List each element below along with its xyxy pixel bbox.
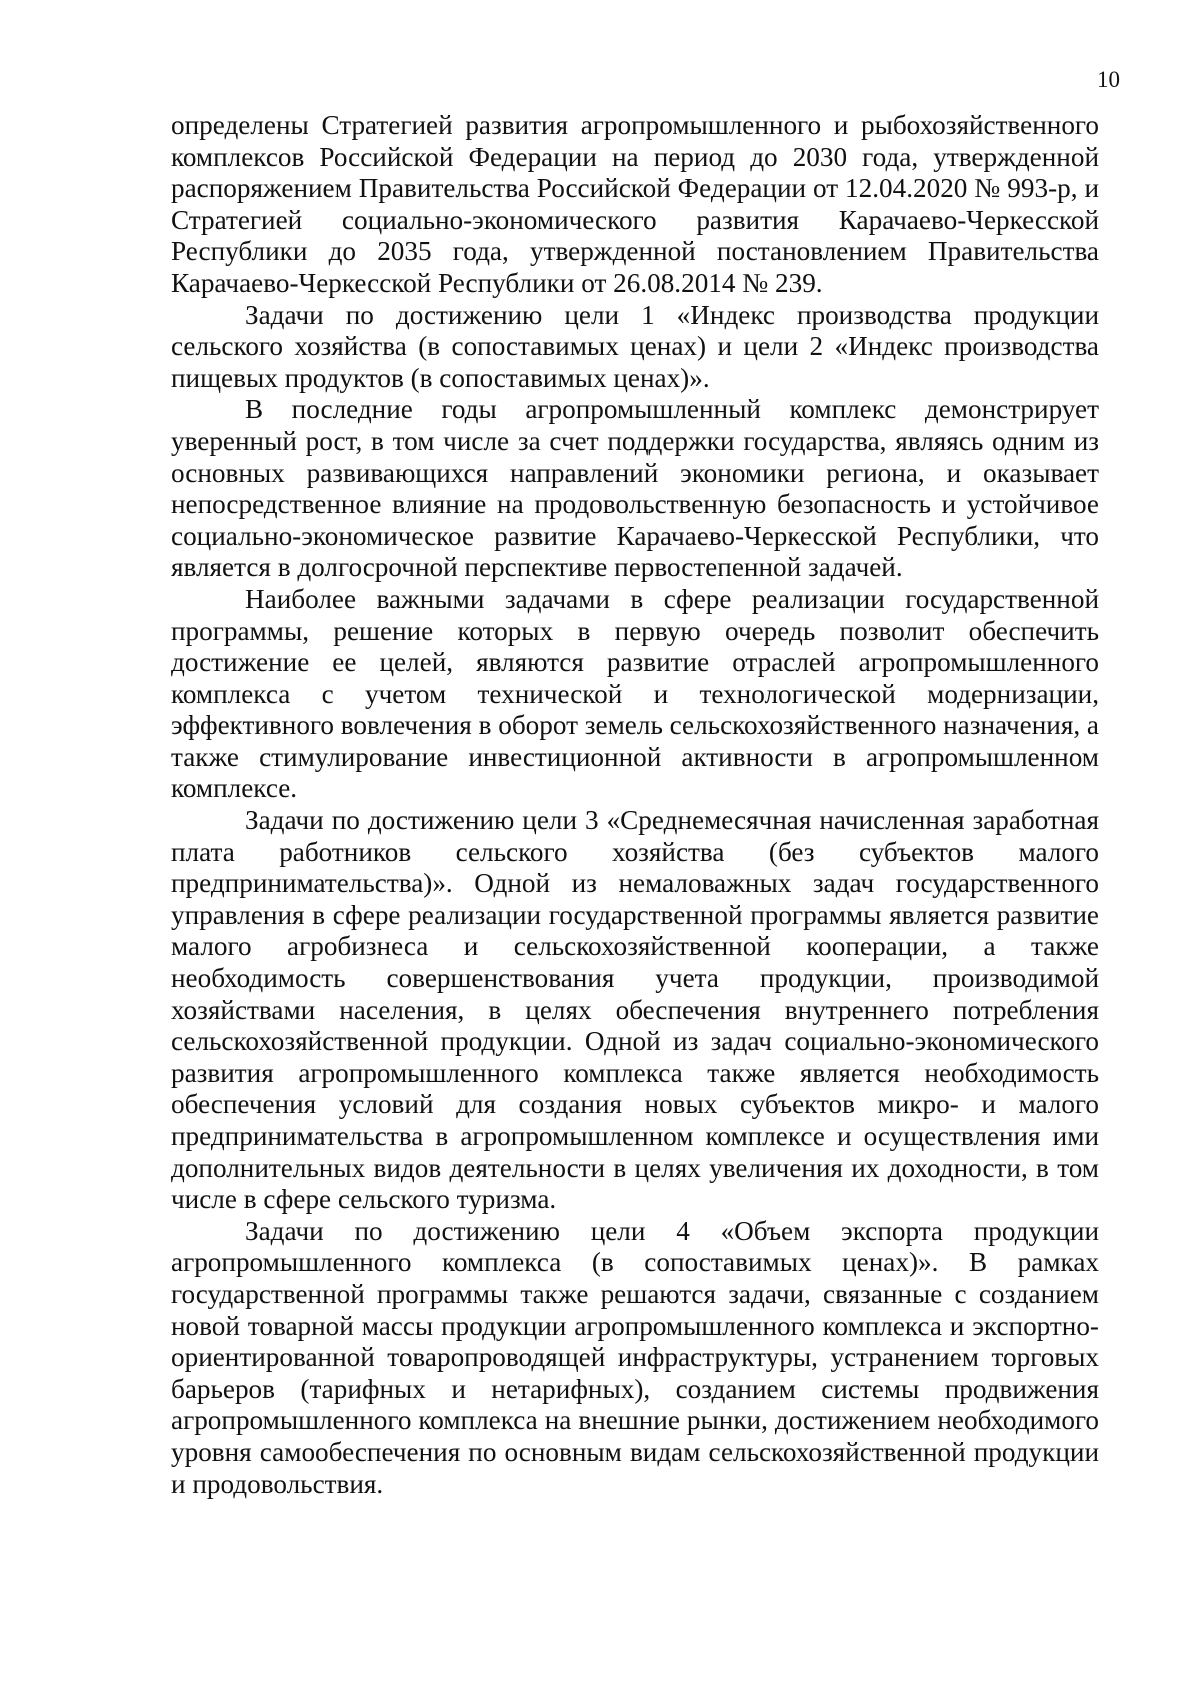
paragraph-goal-4: Задачи по достижению цели 4 «Объем экспорта продукции агропромышленного комплекса (в сопоставимых ценах)». В рамках государственной программы также решаются задачи, связанные с созданием новой товарной массы продукции агропромышленного комплекса и экспортно-ориентированной товаропроводящей инфраструктуры, устранением торговых барьеров (тарифных и нетарифных), созданием системы продвижения агропромышленного комплекса на внешние рынки, достижением необходимого уровня самообеспечения по основным видам сельскохозяйственной продукции и продовольствия. (171, 1215, 1099, 1499)
paragraph-important-tasks: Наиболее важными задачами в сфере реализации государственной программы, решение которых в первую очередь позволит обеспечить достижение ее целей, являются развитие отраслей агропромышленного комплекса с учетом технической и технологической модернизации, эффективного вовлечения в оборот земель сельскохозяйственного назначения, а также стимулирование инвестиционной активности в агропромышленном комплексе. (171, 583, 1099, 804)
paragraph-goals-1-2: Задачи по достижению цели 1 «Индекс производства продукции сельского хозяйства (в сопоставимых ценах) и цели 2 «Индекс производства пищевых продуктов (в сопоставимых ценах)». (171, 299, 1099, 393)
paragraph-strategy-continuation: определены Стратегией развития агропромышленного и рыбохозяйственного комплексов Российской Федерации на период до 2030 года, утвержденной распоряжением Правительства Российской Федерации от 12.04.2020 № 993-р, и Стратегией социально-экономического развития Карачаево-Черкесской Республики до 2035 года, утвержденной постановлением Правительства Карачаево-Черкесской Республики от 26.08.2014 № 239. (171, 110, 1099, 298)
page-number: 10 (1097, 67, 1120, 92)
paragraph-agro-growth: В последние годы агропромышленный комплекс демонстрирует уверенный рост, в том числе за счет поддержки государства, являясь одним из основных развивающихся направлений экономики региона, и оказывает непосредственное влияние на продовольственную безопасность и устойчивое социально-экономическое развитие Карачаево-Черкесской Республики, что является в долгосрочной перспективе первостепенной задачей. (171, 394, 1099, 583)
document-body (171, 110, 1099, 1500)
paragraph-goal-3: Задачи по достижению цели 3 «Среднемесячная начисленная заработная плата работников сельского хозяйства (без субъектов малого предпринимательства)». Одной из немаловажных задач государственного управления в сфере реализации государственной программы является развитие малого агробизнеса и сельскохозяйственной кооперации, а также необходимость совершенствования учета продукции, производимой хозяйствами населения, в целях обеспечения внутреннего потребления сельскохозяйственной продукции. Одной из задач социально-экономического развития агропромышленного комплекса также является необходимость обеспечения условий для создания новых субъектов микро- и малого предпринимательства в агропромышленном комплексе и осуществления ими дополнительных видов деятельности в целях увеличения их доходности, в том числе в сфере сельского туризма. (171, 805, 1099, 1215)
